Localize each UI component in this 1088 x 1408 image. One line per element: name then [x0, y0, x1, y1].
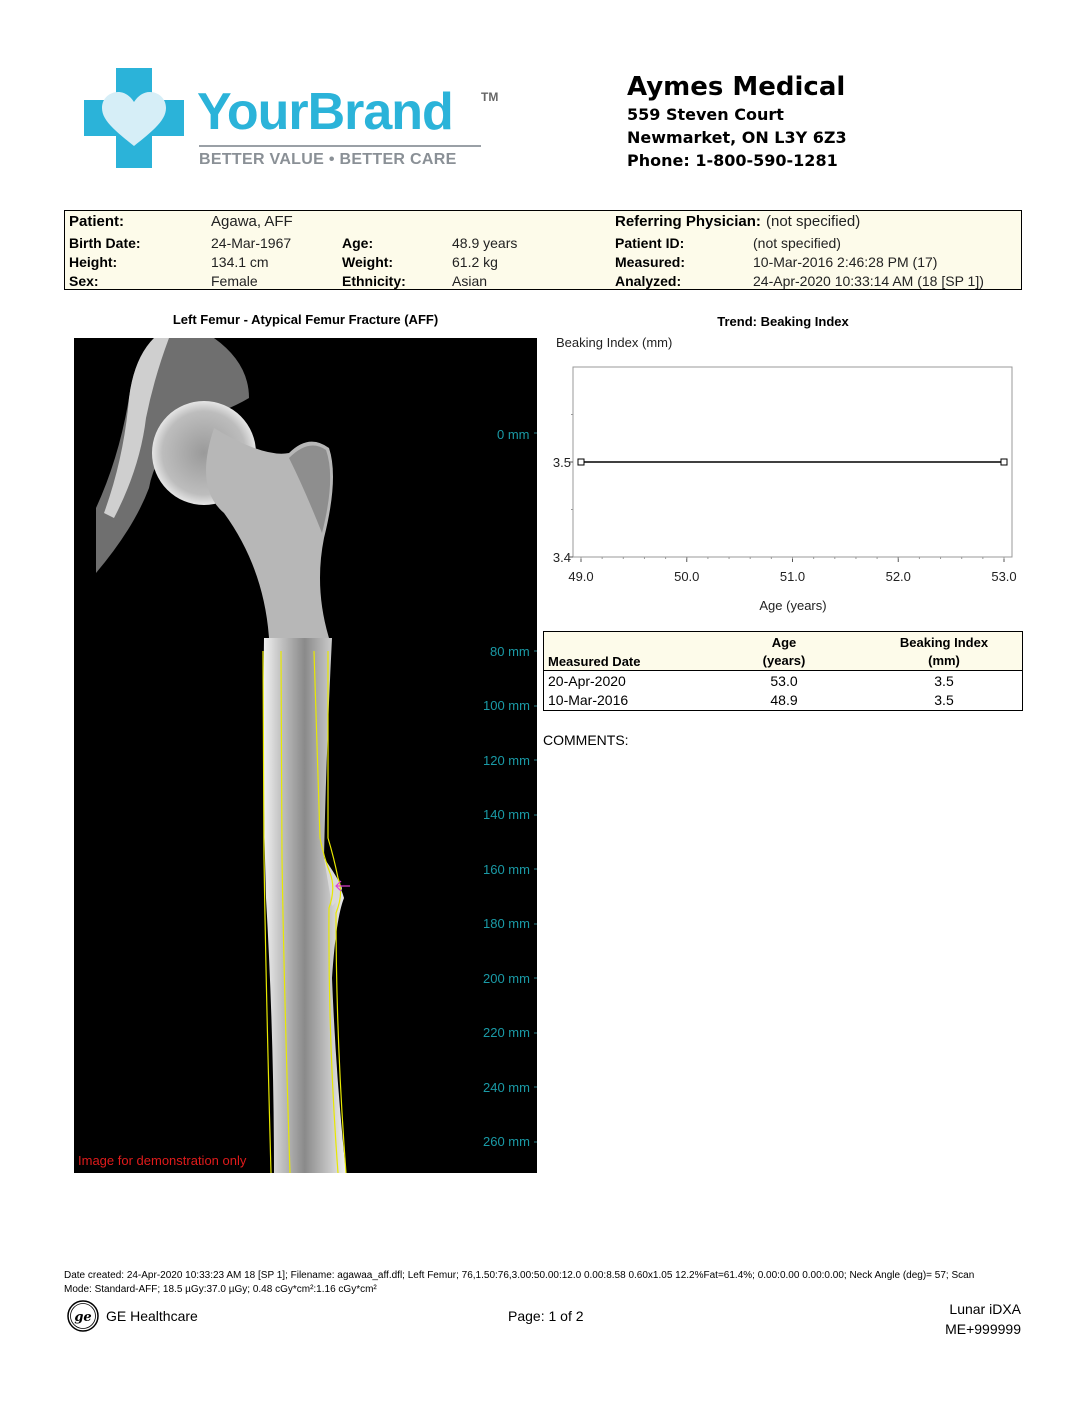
ethnicity-label: Ethnicity: [342, 273, 406, 289]
row-beaking-index: 3.5 [934, 673, 954, 689]
scale-label-240: 240 mm [483, 1080, 530, 1095]
row-date: 10-Mar-2016 [548, 692, 629, 708]
device-id: ME+999999 [945, 1321, 1021, 1337]
brand-name: YourBrand [197, 83, 453, 141]
scale-label-100: 100 mm [483, 698, 530, 713]
ethnicity-value: Asian [452, 273, 488, 289]
femur-xray-image [74, 338, 537, 1173]
chart-x-axis-label: Age (years) [759, 598, 827, 613]
height-label: Height: [69, 254, 118, 270]
scan-info-line2: Mode: Standard-AFF; 18.5 µGy:37.0 µGy; 0.48 cGy*cm²:1.16 cGy*cm² [64, 1284, 377, 1295]
company-phone: Phone: 1-800-590-1281 [627, 151, 838, 170]
sex-label: Sex: [69, 273, 99, 289]
comments-label: COMMENTS: [543, 732, 629, 748]
scale-label-180: 180 mm [483, 916, 530, 931]
header-measured-date: Measured Date [548, 654, 641, 669]
age-label: Age: [342, 235, 374, 251]
femur-image-title: Left Femur - Atypical Femur Fracture (AFF) [172, 312, 439, 327]
scale-label-200: 200 mm [483, 971, 530, 986]
company-block [627, 71, 847, 172]
header-age-unit: (years) [762, 653, 806, 668]
scale-label-260: 260 mm [483, 1134, 530, 1149]
birth-date-value: 24-Mar-1967 [211, 235, 292, 251]
scale-label-160: 160 mm [483, 862, 530, 877]
referring-value: (not specified) [766, 213, 861, 230]
header-beaking-index: Beaking Index [899, 635, 989, 650]
row-age: 53.0 [770, 673, 798, 689]
ge-logo-icon [67, 1300, 99, 1332]
header-age: Age [771, 635, 797, 650]
row-age: 48.9 [770, 692, 798, 708]
company-address2: Newmarket, ON L3Y 6Z3 [627, 128, 847, 147]
weight-value: 61.2 kg [452, 254, 498, 270]
analyzed-value: 24-Apr-2020 10:33:14 AM (18 [SP 1]) [753, 273, 984, 289]
header-beaking-index-unit: (mm) [928, 653, 960, 668]
brand-tagline: BETTER VALUE • BETTER CARE [199, 151, 457, 168]
demo-watermark: Image for demonstration only [78, 1153, 247, 1168]
device-name: Lunar iDXA [949, 1301, 1021, 1317]
scan-info [64, 1269, 1024, 1297]
device-info [900, 1299, 1021, 1339]
page-number: Page: 1 of 2 [508, 1308, 584, 1324]
scale-label-80: 80 mm [490, 644, 530, 659]
x-tick-label: 51.0 [779, 569, 806, 584]
birth-date-label: Birth Date: [69, 235, 141, 251]
scale-label-120: 120 mm [483, 753, 530, 768]
femur-bone-drawing [74, 338, 537, 1173]
brand-trademark: TM [481, 90, 499, 104]
trend-table [543, 631, 1023, 711]
trend-table-header [544, 632, 1022, 671]
analyzed-label: Analyzed: [615, 273, 682, 289]
height-value: 134.1 cm [211, 254, 269, 270]
chart-title: Trend: Beaking Index [717, 314, 849, 329]
x-tick-label: 53.0 [991, 569, 1017, 584]
age-value: 48.9 years [452, 235, 518, 251]
brand-logo-cross [84, 68, 184, 168]
brand-divider [199, 145, 481, 147]
x-tick-label: 49.0 [568, 569, 594, 584]
patient-info-table [64, 210, 1022, 290]
company-address1: 559 Steven Court [627, 105, 784, 124]
data-point [1001, 459, 1007, 465]
row-beaking-index: 3.5 [934, 692, 954, 708]
beaking-index-chart [543, 355, 1033, 595]
measured-value: 10-Mar-2016 2:46:28 PM (17) [753, 254, 938, 270]
weight-label: Weight: [342, 254, 394, 270]
y-tick-label: 3.5 [552, 455, 571, 470]
x-tick-label: 52.0 [885, 569, 911, 584]
company-name: Aymes Medical [627, 72, 846, 102]
patient-id-value: (not specified) [753, 235, 841, 251]
scale-label-140: 140 mm [483, 807, 530, 822]
y-tick-label: 3.4 [552, 550, 571, 565]
patient-label: Patient: [69, 213, 125, 230]
ge-healthcare-text: GE Healthcare [106, 1308, 198, 1324]
sex-value: Female [211, 273, 258, 289]
row-date: 20-Apr-2020 [548, 673, 626, 689]
chart-y-axis-label: Beaking Index (mm) [556, 335, 673, 350]
data-point [578, 459, 584, 465]
measured-label: Measured: [615, 254, 686, 270]
patient-value: Agawa, AFF [211, 213, 293, 230]
referring-label: Referring Physician: [615, 213, 761, 230]
patient-id-label: Patient ID: [615, 235, 685, 251]
scan-info-line1: Date created: 24-Apr-2020 10:33:23 AM 18 [SP 1]; Filename: agawaa_aff.dfl; Left Femur; 76,1.50:76,3.00:50.00:12.0 0.00:8.58 0.60x1.05 12.2%Fat=61.4%; 0.00:0.00 0.00:0.00; Neck Angle (deg)= 57; Scan [64, 1270, 975, 1281]
scale-label-0: 0 mm [497, 427, 530, 442]
x-tick-label: 50.0 [674, 569, 700, 584]
svg-text:ge: ge [74, 1310, 92, 1325]
scale-label-220: 220 mm [483, 1025, 530, 1040]
